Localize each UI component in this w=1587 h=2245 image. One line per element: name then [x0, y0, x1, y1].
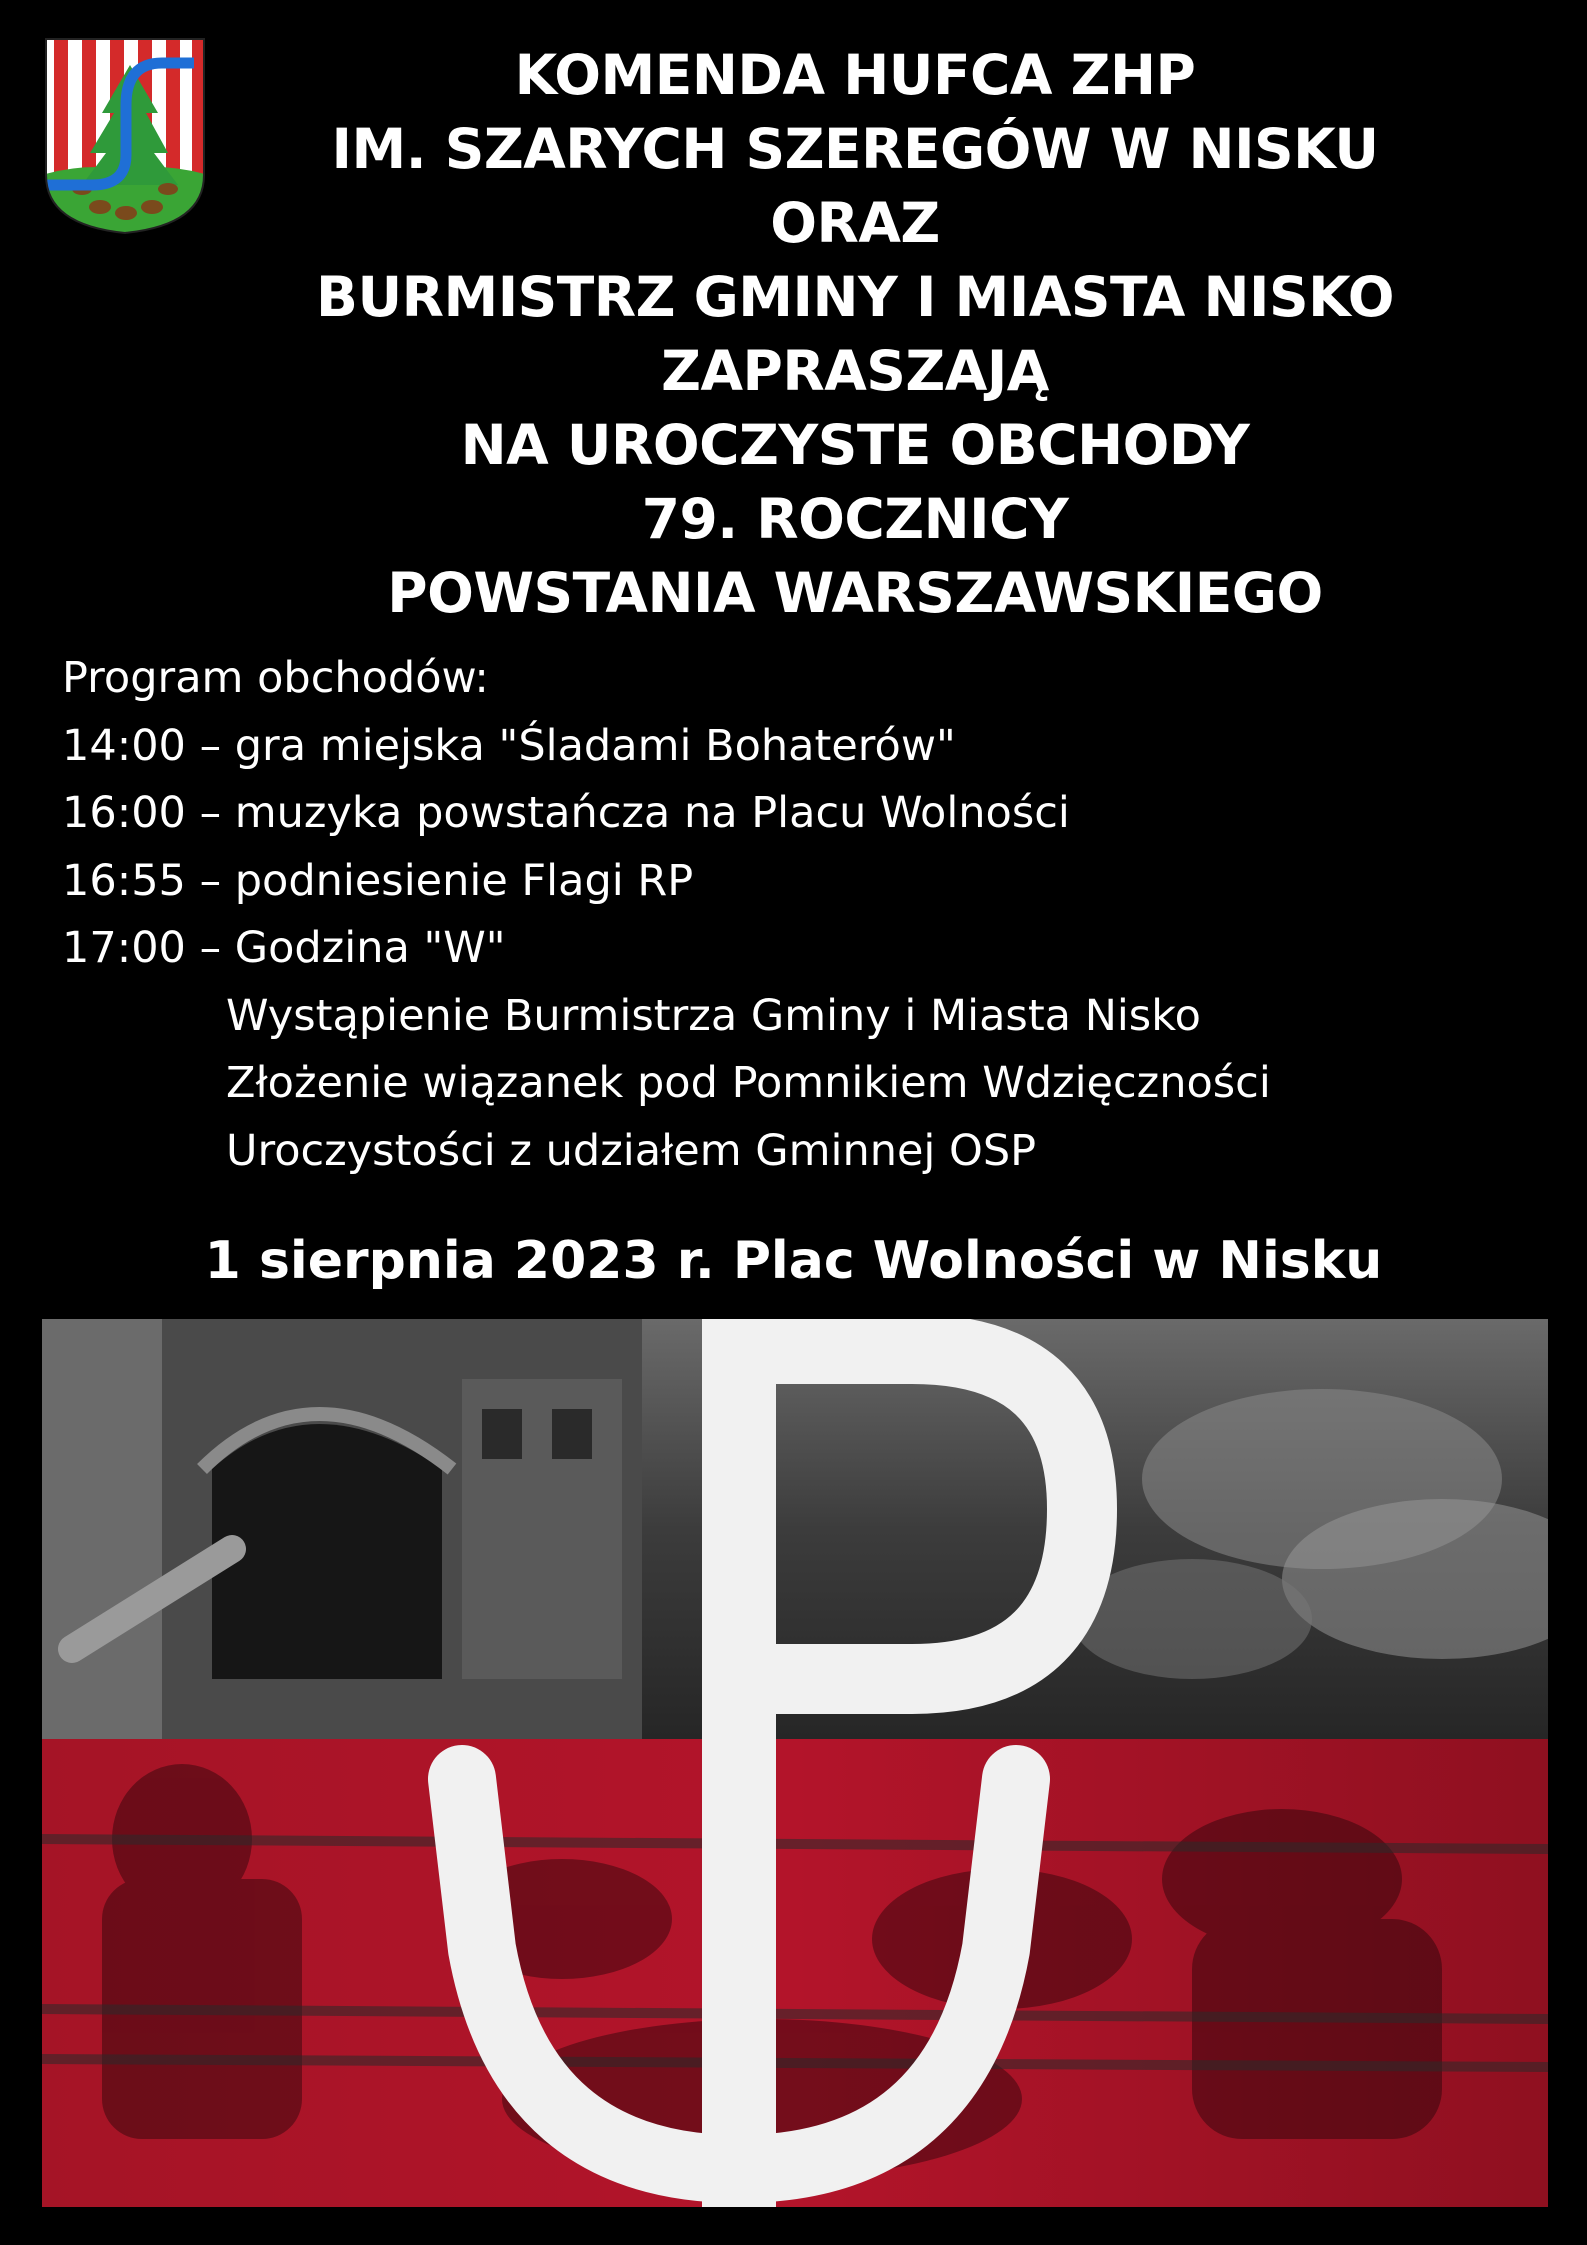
nisko-coat-of-arms-icon — [42, 35, 208, 237]
title-line: BURMISTRZ GMINY I MIASTA NISKO — [316, 265, 1394, 329]
poster-photo — [42, 1319, 1548, 2207]
program-item: 17:00 – Godzina "W" — [62, 923, 506, 973]
program-sub-item: Wystąpienie Burmistrza Gminy i Miasta Nisko — [226, 990, 1201, 1041]
title-line: ORAZ — [770, 191, 940, 255]
program-item: 16:55 – podniesienie Flagi RP — [62, 855, 694, 906]
program-section — [62, 645, 1542, 1185]
title-line: IM. SZARYCH SZEREGÓW W NISKU — [331, 117, 1379, 181]
title-line: 79. ROCZNICY — [641, 487, 1069, 551]
program-heading: Program obchodów: — [62, 653, 489, 703]
program-item: 16:00 – muzyka powstańcza na Placu Wolności — [62, 788, 1070, 838]
program-item: 14:00 – gra miejska "Śladami Bohaterów" — [62, 720, 956, 771]
title-line: ZAPRASZAJĄ — [661, 339, 1049, 403]
page-title — [240, 38, 1470, 630]
title-line: NA UROCZYSTE OBCHODY — [460, 413, 1250, 477]
program-sub-item: Złożenie wiązanek pod Pomnikiem Wdzięczności — [226, 1058, 1271, 1108]
title-line: KOMENDA HUFCA ZHP — [514, 43, 1196, 107]
title-line: POWSTANIA WARSZAWSKIEGO — [387, 561, 1323, 625]
program-sub-item: Uroczystości z udziałem Gminnej OSP — [226, 1125, 1037, 1176]
event-date-place: 1 sierpnia 2023 r. Plac Wolności w Nisku — [204, 1231, 1383, 1291]
